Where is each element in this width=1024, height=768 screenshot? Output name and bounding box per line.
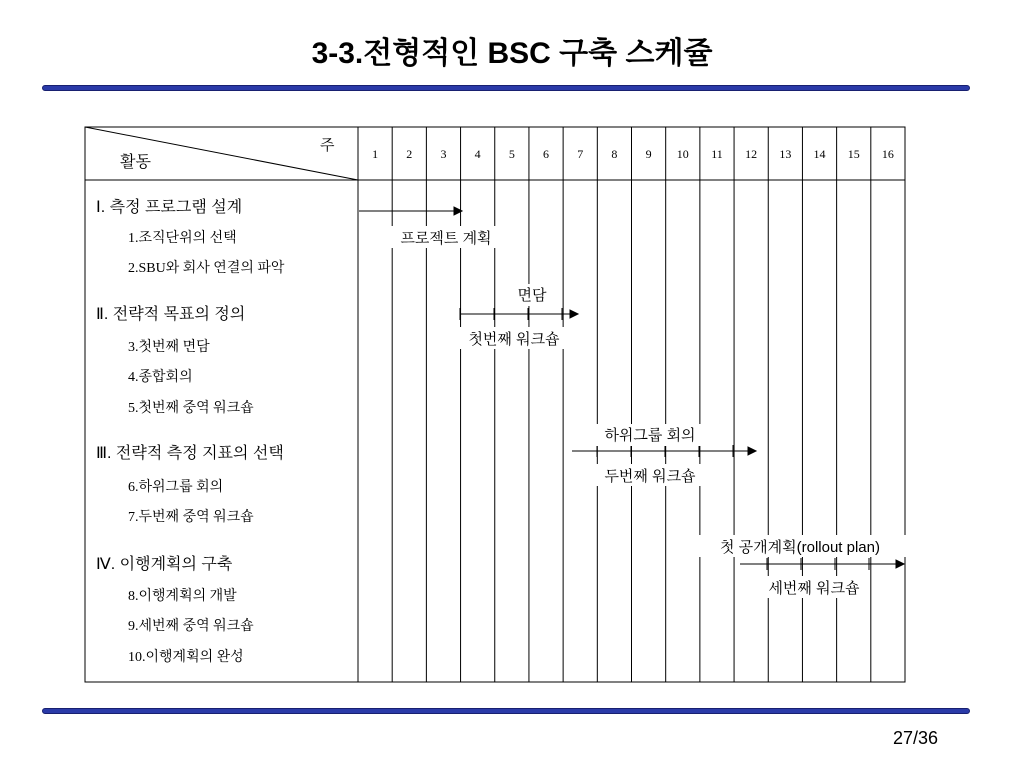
section-heading: Ⅰ. 측정 프로그램 설계 bbox=[96, 199, 243, 216]
interview-label: 면담 bbox=[517, 287, 547, 304]
week-header-5: 5 bbox=[508, 147, 515, 161]
activity-item: 9.세번째 중역 워크숍 bbox=[128, 619, 254, 634]
week-header-4: 4 bbox=[474, 147, 481, 161]
week-header-15: 15 bbox=[847, 147, 860, 161]
week-header-10: 10 bbox=[676, 147, 689, 161]
workshop3-label: 세번째 워크숍 bbox=[768, 580, 860, 597]
activity-item: 7.두번째 중역 워크숍 bbox=[128, 510, 254, 525]
week-header-11: 11 bbox=[711, 147, 723, 161]
activity-item: 10.이행계획의 완성 bbox=[128, 650, 244, 665]
project-plan-label: 프로젝트 계획 bbox=[400, 230, 492, 247]
section-heading: Ⅱ. 전략적 목표의 정의 bbox=[96, 306, 246, 323]
workshop2-label: 두번째 워크숍 bbox=[604, 468, 696, 485]
page-title: 3-3.전형적인 BSC 구축 스케쥴 bbox=[311, 37, 713, 70]
activity-item: 4.종합회의 bbox=[128, 370, 193, 385]
week-header-8: 8 bbox=[611, 147, 618, 161]
page-number: 27/36 bbox=[892, 728, 938, 748]
activity-item: 3.첫번째 면담 bbox=[128, 340, 210, 355]
subgroup-meeting-label: 하위그룹 회의 bbox=[604, 427, 696, 444]
week-header-12: 12 bbox=[745, 147, 758, 161]
week-header-2: 2 bbox=[406, 147, 413, 161]
activity-item: 5.첫번째 중역 워크숍 bbox=[128, 401, 254, 416]
section-heading: Ⅳ. 이행계획의 구축 bbox=[96, 556, 233, 573]
arrowhead-icon bbox=[748, 447, 756, 455]
activity-item: 6.하위그룹 회의 bbox=[128, 480, 224, 495]
workshop1-label: 첫번째 워크숍 bbox=[468, 331, 560, 348]
week-header-16: 16 bbox=[881, 147, 894, 161]
week-header-3: 3 bbox=[440, 147, 447, 161]
activity-item: 1.조직단위의 선택 bbox=[128, 231, 237, 246]
arrowhead-icon bbox=[570, 310, 578, 318]
corner-activity-label: 활동 bbox=[120, 154, 151, 171]
week-header-13: 13 bbox=[779, 147, 792, 161]
week-header-1: 1 bbox=[372, 147, 379, 161]
week-header-9: 9 bbox=[645, 147, 652, 161]
week-headers bbox=[372, 147, 894, 161]
week-grid bbox=[392, 127, 871, 682]
week-header-6: 6 bbox=[543, 147, 550, 161]
corner-week-label: 주 bbox=[320, 137, 335, 154]
week-header-14: 14 bbox=[813, 147, 826, 161]
activity-item: 2.SBU와 회사 연결의 파악 bbox=[128, 261, 285, 276]
rollout-plan-label: 첫 공개계획(rollout plan) bbox=[720, 539, 880, 556]
section-heading: Ⅲ. 전략적 측정 지표의 선택 bbox=[96, 445, 284, 462]
bottom-divider-bar bbox=[42, 708, 970, 714]
activity-item: 8.이행계획의 개발 bbox=[128, 589, 237, 604]
week-header-7: 7 bbox=[577, 147, 584, 161]
arrowhead-icon bbox=[896, 560, 904, 568]
